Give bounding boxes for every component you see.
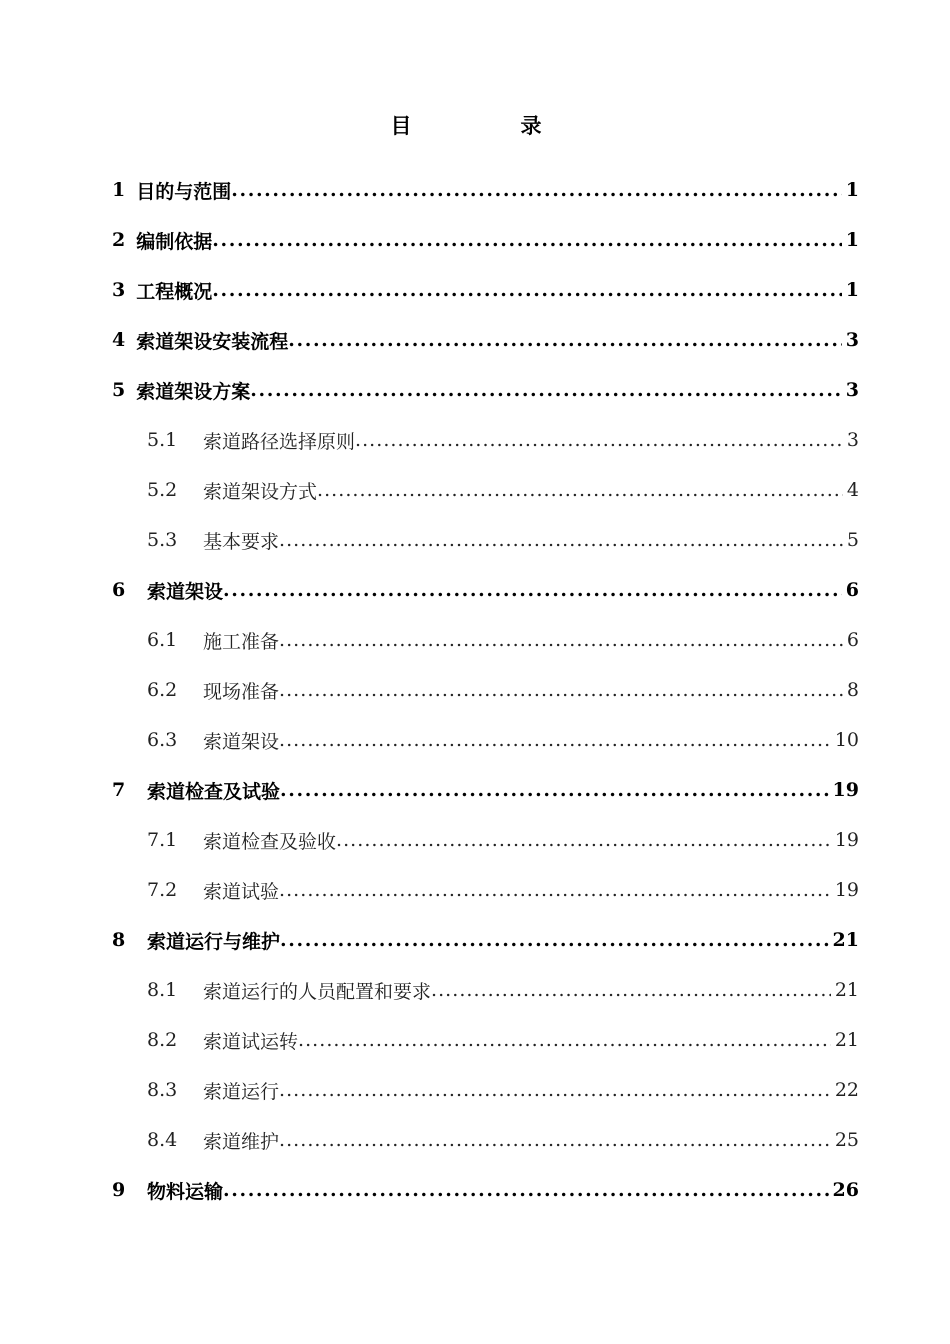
toc-entry-section[interactable] [0,615,950,665]
dot-leader [279,729,831,751]
dot-leader [280,929,829,951]
toc-entry-number: 8 [112,929,126,951]
dot-leader [280,779,829,801]
toc-entry-page-number: 21 [834,1029,859,1051]
toc-entry-chapter[interactable] [0,315,950,365]
toc-entry-page-number: 21 [832,929,859,951]
toc-entry-page-number: 3 [845,329,859,351]
dot-leader [223,579,842,601]
dot-leader [317,479,843,501]
toc-entry-section[interactable] [0,1115,950,1165]
dot-leader [336,829,831,851]
toc-entry-number: 5.2 [147,479,178,501]
toc-entry-chapter[interactable] [0,565,950,615]
toc-entry-title: 索道架设 [203,730,280,753]
toc-entry-number: 6 [112,579,126,601]
dot-leader [298,1029,831,1051]
toc-entry-number: 8.2 [147,1029,178,1051]
dot-leader [431,979,831,1001]
toc-entry-title: 物料运输 [147,1180,224,1203]
toc-entry-page-number: 10 [834,729,859,751]
toc-entry-page-number: 25 [834,1129,859,1151]
toc-entry-title: 基本要求 [203,530,280,553]
toc-entry-number: 7.1 [147,829,178,851]
dot-leader [355,429,843,451]
toc-entry-chapter[interactable] [0,265,950,315]
toc-entry-page-number: 3 [845,379,859,401]
toc-entry-page-number: 8 [846,679,859,701]
toc-entry-section[interactable] [0,415,950,465]
toc-entry-section[interactable] [0,515,950,565]
toc-entry-page-number: 19 [834,829,859,851]
toc-entry-number: 8.4 [147,1129,178,1151]
toc-entry-number: 7 [112,779,126,801]
toc-entry-number: 5.1 [147,429,178,451]
toc-entry-chapter[interactable] [0,915,950,965]
toc-entry-number: 3 [112,279,126,301]
toc-entry-title: 索道运行的人员配置和要求 [203,980,432,1003]
toc-entry-chapter[interactable] [0,1165,950,1215]
toc-entry-number: 5 [112,379,126,401]
toc-entry-chapter[interactable] [0,765,950,815]
table-of-contents [0,165,950,1215]
toc-entry-title: 索道运行与维护 [147,930,281,953]
toc-entry-page-number: 5 [846,529,859,551]
toc-entry-section[interactable] [0,815,950,865]
toc-entry-section[interactable] [0,965,950,1015]
toc-entry-title: 索道检查及试验 [147,780,281,803]
dot-leader [279,529,843,551]
toc-entry-section[interactable] [0,1065,950,1115]
toc-entry-title: 索道架设 [147,580,224,603]
dot-leader [279,879,831,901]
toc-entry-title: 施工准备 [203,630,280,653]
toc-entry-title: 工程概况 [136,280,213,303]
toc-entry-number: 9 [112,1179,126,1201]
toc-entry-title: 索道架设方案 [136,380,251,403]
toc-entry-title: 索道架设方式 [203,480,318,503]
toc-entry-title: 索道维护 [203,1130,280,1153]
toc-entry-title: 目的与范围 [136,180,232,203]
toc-entry-chapter[interactable] [0,365,950,415]
toc-entry-page-number: 19 [834,879,859,901]
dot-leader [212,279,842,301]
dot-leader [231,179,842,201]
toc-entry-title: 现场准备 [203,680,280,703]
toc-entry-page-number: 22 [834,1079,859,1101]
toc-entry-title: 索道路径选择原则 [203,430,356,453]
toc-entry-title: 索道检查及验收 [203,830,337,853]
toc-entry-page-number: 1 [845,279,859,301]
toc-entry-title: 索道试运转 [203,1030,299,1053]
toc-entry-page-number: 6 [846,629,859,651]
toc-entry-title: 索道试验 [203,880,280,903]
toc-entry-number: 5.3 [147,529,178,551]
toc-entry-number: 4 [112,329,126,351]
dot-leader [212,229,842,251]
toc-entry-section[interactable] [0,715,950,765]
toc-entry-number: 6.3 [147,729,178,751]
toc-entry-number: 8.1 [147,979,178,1001]
toc-entry-number: 7.2 [147,879,178,901]
toc-entry-page-number: 1 [845,229,859,251]
toc-entry-number: 6.2 [147,679,178,701]
toc-entry-page-number: 21 [834,979,859,1001]
toc-entry-number: 8.3 [147,1079,178,1101]
toc-entry-number: 6.1 [147,629,178,651]
toc-entry-number: 2 [112,229,126,251]
toc-entry-section[interactable] [0,665,950,715]
toc-entry-chapter[interactable] [0,215,950,265]
dot-leader [288,329,842,351]
dot-leader [279,1129,831,1151]
toc-entry-title: 索道运行 [203,1080,280,1103]
toc-entry-section[interactable] [0,465,950,515]
toc-entry-page-number: 19 [832,779,859,801]
toc-entry-chapter[interactable] [0,165,950,215]
dot-leader [279,1079,831,1101]
dot-leader [279,629,843,651]
toc-entry-title: 索道架设安装流程 [136,330,289,353]
toc-entry-title: 编制依据 [136,230,213,253]
toc-title: 目 录 [390,113,586,138]
dot-leader [223,1179,829,1201]
toc-entry-page-number: 1 [845,179,859,201]
dot-leader [279,679,843,701]
dot-leader [250,379,842,401]
toc-entry-section[interactable] [0,865,950,915]
toc-entry-page-number: 6 [845,579,859,601]
toc-entry-section[interactable] [0,1015,950,1065]
toc-entry-page-number: 4 [846,479,859,501]
toc-entry-page-number: 26 [832,1179,859,1201]
toc-entry-page-number: 3 [846,429,859,451]
toc-entry-number: 1 [112,179,126,201]
